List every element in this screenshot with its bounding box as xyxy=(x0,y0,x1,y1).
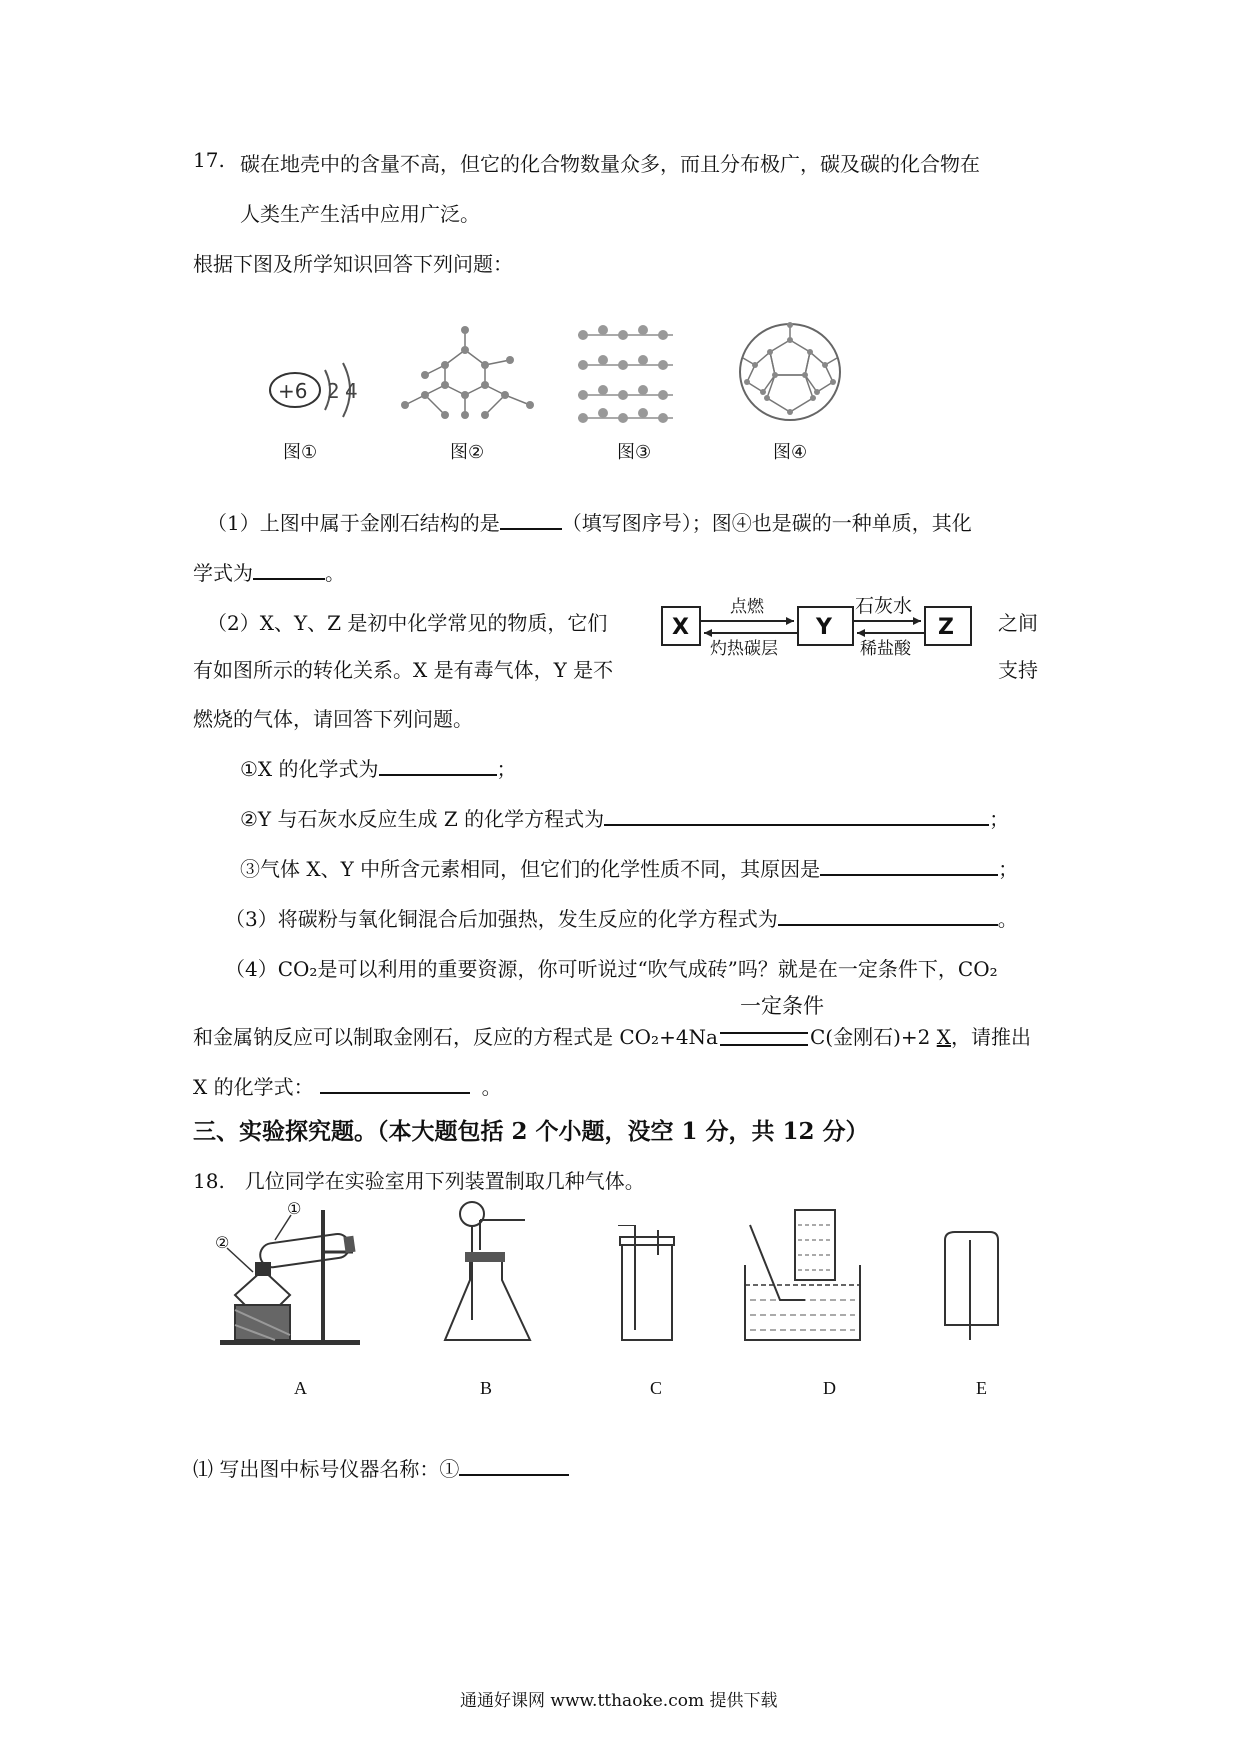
q18-text: 18. 几位同学在实验室用下列装置制取几种气体。 xyxy=(193,1169,645,1193)
apparatus-a xyxy=(215,1200,365,1350)
q17-p4-line2 xyxy=(193,1021,1031,1050)
q17-sub1-end: ； xyxy=(496,757,517,781)
box-y-label: Y xyxy=(816,615,832,640)
figure-caption-2: 图② xyxy=(450,442,485,463)
q17-p1-line1 xyxy=(207,507,972,536)
q17-p1-text-b: （填写图序号）；图④也是碳的一种单质，其化 xyxy=(561,511,972,535)
q17-number: 17. xyxy=(193,148,225,172)
page-footer: 通通好课网 www.tthaoke.com 提供下载 xyxy=(460,1691,778,1711)
answer-blank-x-formula[interactable] xyxy=(379,754,497,776)
atom-shell1: 2 xyxy=(327,379,340,403)
q17-sub3-text: ③气体 X、Y 中所含元素相同，但它们的化学性质不同，其原因是 xyxy=(240,857,821,881)
q17-p4-text-d: ，请推出 xyxy=(950,1025,1031,1049)
apparatus-caption-c: C xyxy=(650,1378,663,1398)
q17-p4-line1: （4）CO₂是可以利用的重要资源，你可听说过“吹气成砖”吗？就是在一定条件下，CO₂ xyxy=(225,957,998,981)
answer-blank-p1-formula[interactable] xyxy=(253,558,325,580)
figure-caption-3: 图③ xyxy=(617,442,652,463)
arrow-yz-bottom-label: 稀盐酸 xyxy=(860,639,911,659)
atom-shell2: 4 xyxy=(345,379,358,403)
q17-intro-line1: 碳在地壳中的含量不高，但它的化合物数量众多，而且分布极广，碳及碳的化合物在 xyxy=(240,152,980,176)
apparatus-caption-a: A xyxy=(294,1378,307,1398)
q17-sub2-end: ； xyxy=(989,807,1010,831)
q17-intro-line2: 人类生产生活中应用广泛。 xyxy=(240,202,480,226)
q17-p1-text-a: （1）上图中属于金刚石结构的是 xyxy=(207,511,500,535)
apparatus-d xyxy=(740,1205,870,1345)
q17-p4-text-b: 和金属钠反应可以制取金刚石，反应的方程式是 CO₂+4Na xyxy=(193,1025,718,1049)
answer-blank-p3-equation[interactable] xyxy=(778,904,998,926)
equation-double-bar xyxy=(720,1032,808,1046)
diamond-structure-figure xyxy=(400,320,540,425)
apparatus-caption-b: B xyxy=(480,1378,493,1398)
figure-caption-1: 图① xyxy=(283,442,318,463)
arrow-xy-top-label: 点燃 xyxy=(730,597,764,617)
q17-sub3 xyxy=(240,853,1018,882)
apparatus-caption-d: D xyxy=(823,1378,836,1398)
q17-p4-text-c: C(金刚石)+2 xyxy=(809,1025,931,1049)
q17-p2-text-b: 之间 xyxy=(998,611,1038,635)
answer-blank-instrument-1[interactable] xyxy=(459,1454,569,1476)
figure-caption-4: 图④ xyxy=(773,442,808,463)
q17-sub1 xyxy=(240,753,517,782)
answer-blank-p1-figure[interactable] xyxy=(500,508,562,530)
q17-p1-text-d: 。 xyxy=(325,561,345,585)
q17-p3-end: 。 xyxy=(997,907,1018,931)
apparatus-a-label-1: ① xyxy=(287,1200,302,1218)
apparatus-e xyxy=(940,1230,1010,1340)
q17-sub2-text: ②Y 与石灰水反应生成 Z 的化学方程式为 xyxy=(240,807,605,831)
q17-instruction: 根据下图及所学知识回答下列问题： xyxy=(193,252,513,276)
q17-p4-x: X xyxy=(936,1025,951,1049)
apparatus-b xyxy=(440,1200,550,1350)
apparatus-c xyxy=(610,1225,680,1345)
q17-p4-text-e: X 的化学式： xyxy=(193,1075,314,1099)
apparatus-caption-e: E xyxy=(976,1378,987,1398)
q17-p4-line3 xyxy=(193,1071,502,1100)
q17-p3-text: （3）将碳粉与氧化铜混合后加强热，发生反应的化学方程式为 xyxy=(225,907,778,931)
q17-sub1-text: ①X 的化学式为 xyxy=(240,757,379,781)
q18-p1-text: ⑴ 写出图中标号仪器名称：① xyxy=(193,1457,460,1481)
answer-blank-p4-formula[interactable] xyxy=(320,1072,470,1094)
conversion-diagram xyxy=(660,592,975,662)
box-z-label: Z xyxy=(938,615,954,640)
arrow-yz-top-label: 石灰水 xyxy=(855,595,913,617)
q18-p1 xyxy=(193,1453,569,1482)
atom-structure-figure xyxy=(265,355,375,425)
q17-p2-line1: （2）X、Y、Z 是初中化学常见的物质，它们 xyxy=(207,611,608,635)
answer-blank-reason[interactable] xyxy=(820,854,998,876)
q17-p1-line2 xyxy=(193,557,345,586)
graphite-structure-figure xyxy=(573,320,683,430)
q17-p4-condition: 一定条件 xyxy=(740,994,824,1018)
q17-p3 xyxy=(225,903,1018,932)
atom-nucleus: +6 xyxy=(278,379,308,403)
q17-p2-line3: 燃烧的气体，请回答下列问题。 xyxy=(193,707,473,731)
q17-sub3-end: ； xyxy=(998,857,1019,881)
q17-p2-line2: 有如图所示的转化关系。X 是有毒气体，Y 是不 xyxy=(193,658,614,682)
section3-title: 三、实验探究题。（本大题包括 2 个小题，没空 1 分，共 12 分） xyxy=(193,1118,869,1145)
fullerene-structure-figure xyxy=(735,320,845,425)
arrow-xy-bottom-label: 灼热碳层 xyxy=(710,639,778,659)
box-x-label: X xyxy=(672,615,689,640)
apparatus-a-label-2: ② xyxy=(215,1233,230,1252)
q17-sub2 xyxy=(240,803,1009,832)
q17-p2-text-d: 支持 xyxy=(998,658,1038,682)
answer-blank-y-equation[interactable] xyxy=(604,804,989,826)
q17-p1-text-c: 学式为 xyxy=(193,561,253,585)
q17-p4-text-f: 。 xyxy=(481,1075,502,1099)
